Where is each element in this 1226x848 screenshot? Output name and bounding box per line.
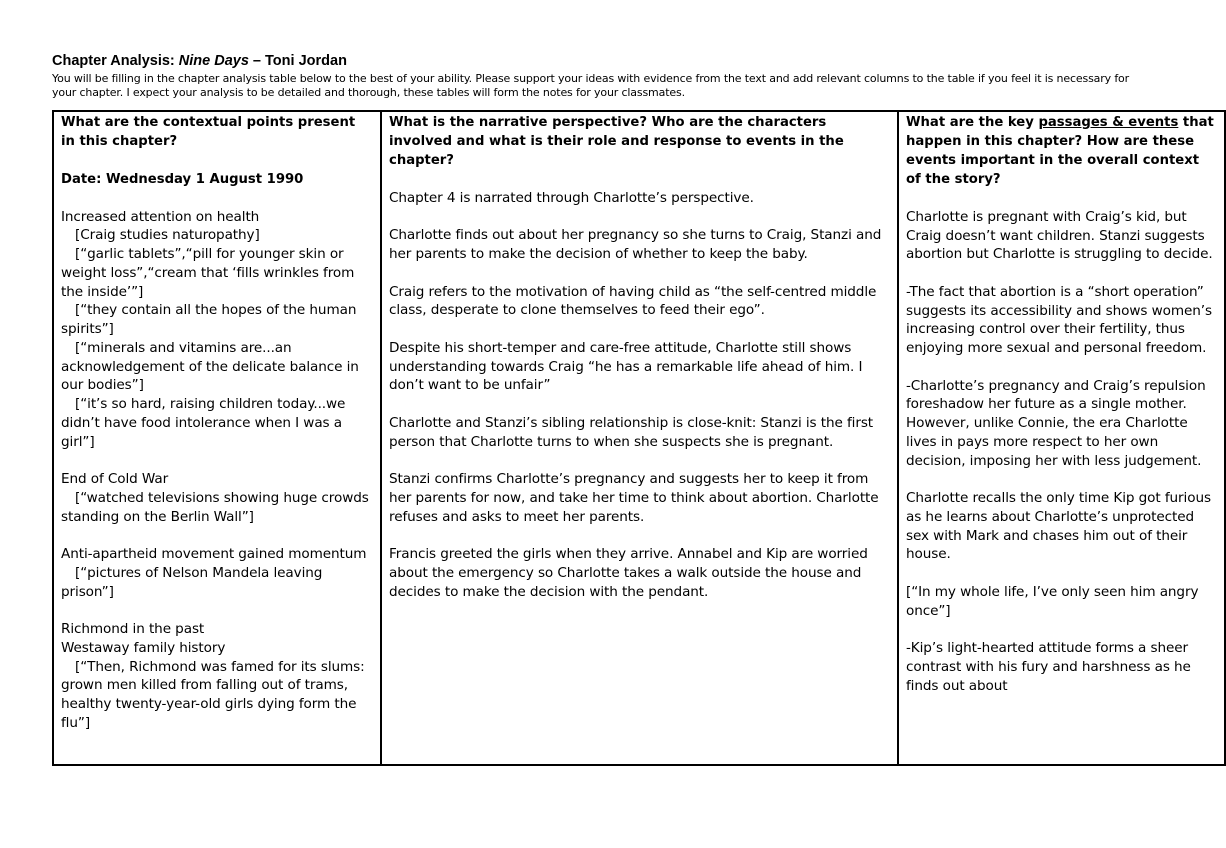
narrative-paragraph-7: Francis greeted the girls when they arrive. Annabel and Kip are worried about the emergency so Charlotte takes a walk outside the house and decides to make the decision with the pendant. — [389, 546, 868, 600]
health-quote-2: [“garlic tablets”,“pill for younger skin or weight loss”,“cream that ‘fills wrinkles from the inside’”] — [61, 246, 355, 300]
narrative-paragraph-1: Chapter 4 is narrated through Charlotte’s perspective. — [389, 189, 754, 206]
title-prefix: Chapter Analysis: — [52, 53, 179, 69]
cold-war-title: End of Cold War — [61, 471, 169, 487]
health-quote-3: [“they contain all the hopes of the human spirits”] — [61, 302, 357, 337]
narrative-paragraph-4: Despite his short-temper and care-free attitude, Charlotte still shows understanding towards Craig “he has a remarkable life ahead of him. I don’t want to be unfair” — [389, 339, 863, 394]
title-suffix: – Toni Jordan — [248, 53, 347, 69]
apartheid-quote: [“pictures of Nelson Mandela leaving prison”] — [61, 564, 323, 600]
richmond-quote: [“Then, Richmond was famed for its slums: grown men killed from falling out of trams, healthy twenty-year-old girls dying form the flu”] — [61, 658, 365, 731]
narrative-paragraph-2: Charlotte finds out about her pregnancy so she turns to Craig, Stanzi and her parents to make the decision of whether to keep the baby. — [389, 227, 882, 262]
health-title: Increased attention on health — [61, 208, 260, 225]
richmond-title: Richmond in the past — [61, 621, 205, 637]
narrative-paragraph-3: Craig refers to the motivation of having child as “the self-centred middle class, desperate to clone themselves to feed their ego”. — [389, 283, 877, 319]
events-heading-underlined: passages & events — [1038, 115, 1179, 130]
page-title — [52, 52, 1176, 70]
westaway-title: Westaway family history — [61, 639, 226, 656]
page-header — [52, 52, 1176, 100]
events-column — [898, 111, 1225, 765]
events-paragraph-6: -Kip’s light-hearted attitude forms a sheer contrast with his fury and harshness as he finds out about — [906, 640, 1191, 694]
intro-instructions: You will be filling in the chapter analysis table below to the best of your ability. Please support your ideas with evidence from the text and add relevant columns to the table if you feel it is necessary for your chapter. I expect your analysis to be detailed and thorough, these tables will form the notes for your classmates. — [52, 72, 1129, 99]
apartheid-title: Anti-apartheid movement gained momentum — [61, 546, 367, 562]
health-quote-4: [“minerals and vitamins are...an acknowledgement of the delicate balance in our bodies”] — [61, 339, 359, 394]
events-paragraph-2: -The fact that abortion is a “short operation” suggests its accessibility and shows women’s increasing control over their fertility, thus enjoying more sexual and personal freedom. — [906, 283, 1212, 356]
events-heading: What are the key passages & events that happen in this chapter? How are these events important in the overall context of the story? — [906, 115, 1214, 187]
context-column — [53, 111, 381, 765]
narrative-column — [381, 111, 898, 765]
health-quote-1: [Craig studies naturopathy] — [75, 227, 260, 244]
narrative-paragraph-6: Stanzi confirms Charlotte’s pregnancy and suggests her to keep it from her parents for now, and take her time to think about abortion. Charlotte refuses and asks to meet her parents. — [389, 471, 879, 525]
narrative-heading: What is the narrative perspective? Who are the characters involved and what is their role and response to events in the chapter? — [389, 115, 844, 168]
context-heading: What are the contextual points present in this chapter? — [61, 115, 356, 149]
cold-war-quote: [“watched televisions showing huge crowds standing on the Berlin Wall”] — [61, 489, 369, 525]
events-paragraph-1: Charlotte is pregnant with Craig’s kid, but Craig doesn’t want children. Stanzi suggests abortion but Charlotte is struggling to decide. — [906, 208, 1213, 263]
events-paragraph-3: -Charlotte’s pregnancy and Craig’s repulsion foreshadow her future as a single mother. However, unlike Connie, the era Charlotte lives in pays more respect to her own decision, imposing her with less judgement. — [906, 377, 1206, 469]
table-row — [53, 111, 1225, 765]
health-quote-5: [“it’s so hard, raising children today...we didn’t have food intolerance when I was a girl”] — [61, 396, 346, 450]
events-paragraph-5: [“In my whole life, I’ve only seen him angry once”] — [906, 583, 1199, 619]
narrative-paragraph-5: Charlotte and Stanzi’s sibling relationship is close-knit: Stanzi is the first person that Charlotte turns to when she suspects she is pregnant. — [389, 414, 874, 450]
events-paragraph-4: Charlotte recalls the only time Kip got furious as he learns about Charlotte’s unprotected sex with Mark and chases him out of their house. — [906, 490, 1211, 563]
chapter-analysis-table — [52, 110, 1226, 766]
chapter-date: Date: Wednesday 1 August 1990 — [61, 171, 304, 187]
title-book: Nine Days — [178, 53, 249, 69]
